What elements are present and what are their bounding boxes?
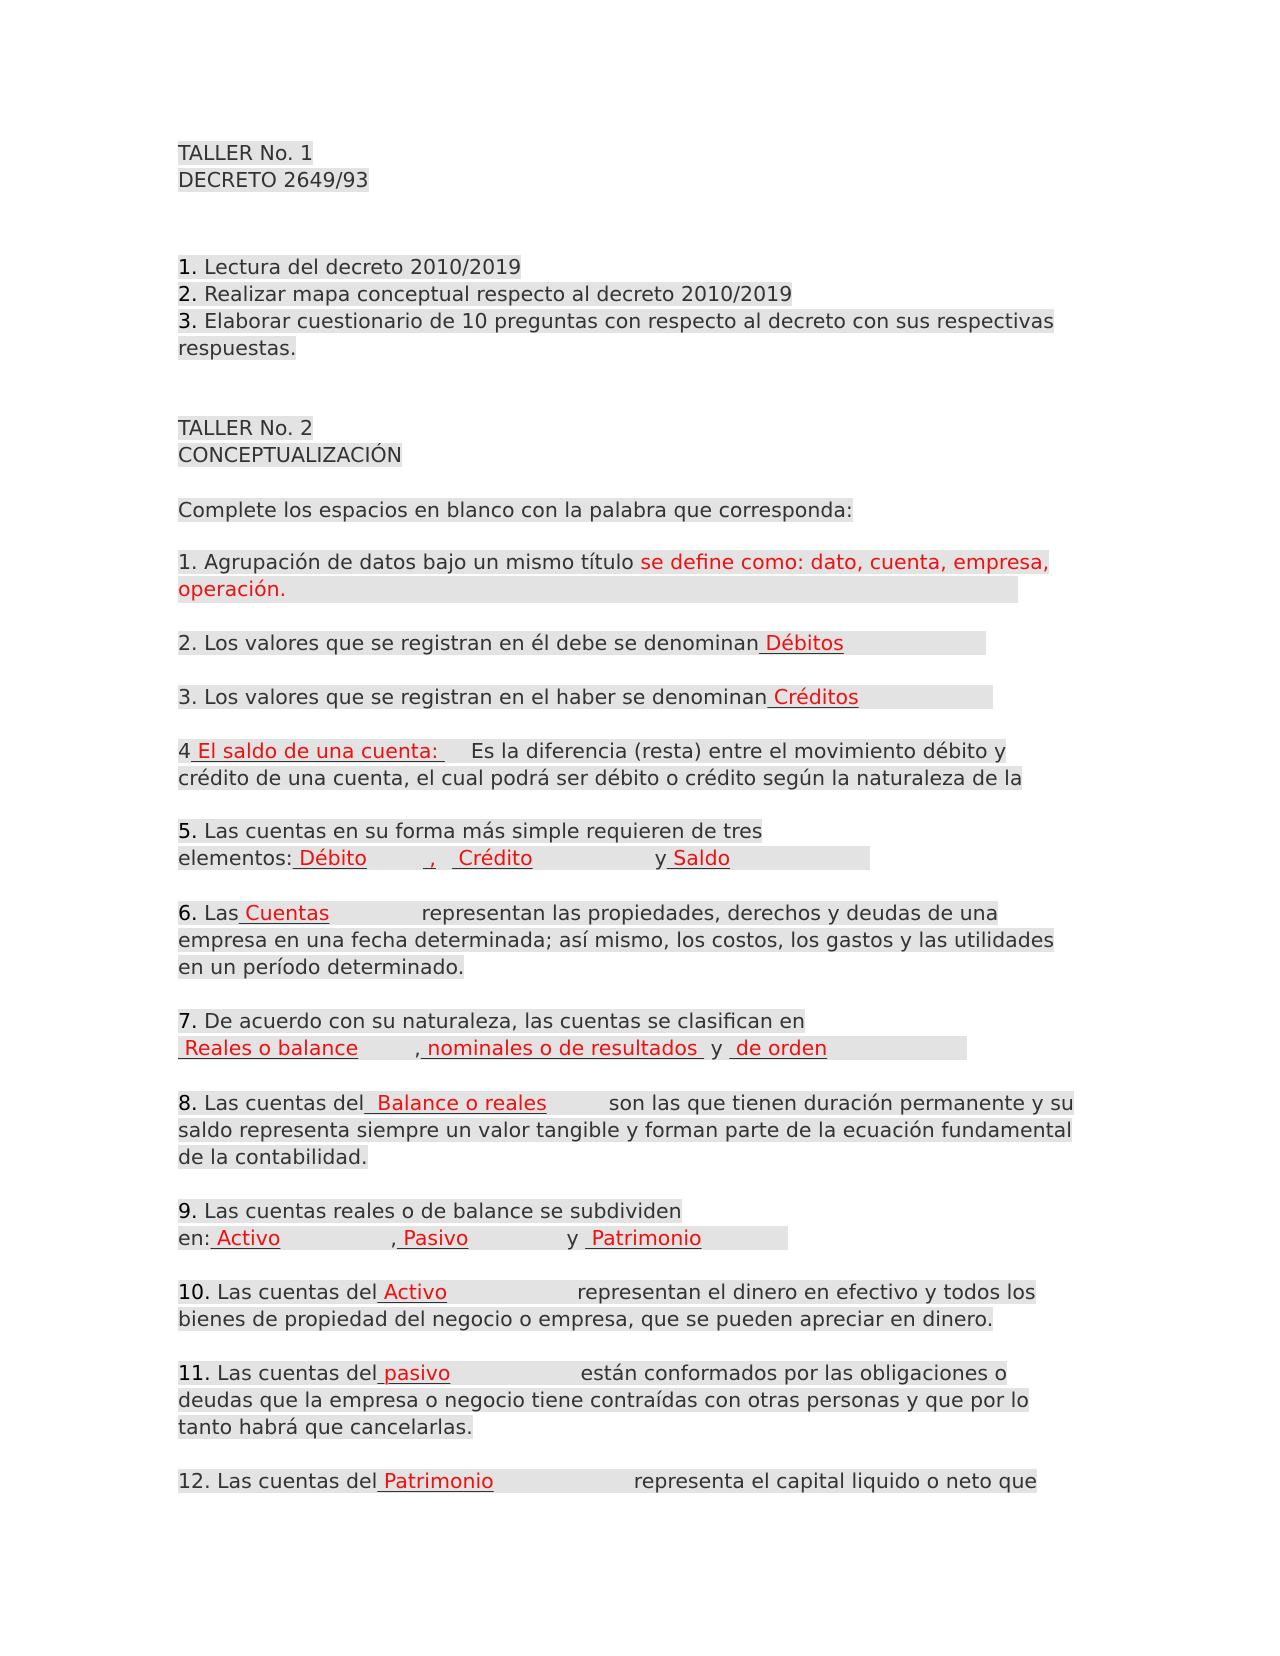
answer: nominales o de resultados [420,1036,705,1060]
question-9: 9. Las cuentas reales o de balance se subdividen en: Activo , Pasivo y Patrimonio [178,1198,788,1252]
taller2-subtitle: CONCEPTUALIZACIÓN [178,443,402,467]
answer: de orden [729,1036,828,1060]
answer: Cuentas [238,901,330,925]
list-item: 3. Elaborar cuestionario de 10 preguntas con respecto al decreto con sus respectivas [178,309,1054,333]
answer: se define como: dato, cuenta, empresa, [640,550,1050,574]
answer: Débito [292,846,367,870]
answer: Pasivo [396,1226,469,1250]
answer: operación. [178,577,287,601]
answer: Activo [210,1226,281,1250]
taller1-list [178,254,1054,362]
taller2-header [178,415,402,469]
answer: Patrimonio [585,1226,702,1250]
list-item: 1. Lectura del decreto 2010/2019 [178,255,522,279]
answer: El saldo de una cuenta: [191,739,445,763]
instructions: Complete los espacios en blanco con la palabra que corresponda: [178,498,853,522]
answer: Saldo [666,846,731,870]
list-item: 2. Realizar mapa conceptual respecto al decreto 2010/2019 [178,282,793,306]
question-11: 11. Las cuentas del pasivo están conformados por las obligaciones o deudas que la empresa o negocio tiene contraídas con otras personas y que por lo tanto habrá que cancelarlas. [178,1361,1029,1439]
taller1-title: TALLER No. 1 [178,141,314,165]
question-8: 8. Las cuentas del Balance o reales son las que tienen duración permanente y su saldo representa siempre un valor tangible y forman parte de la ecuación fundamental de la contabilidad. [178,1091,1074,1169]
question-10: 10. Las cuentas del Activo representan el dinero en efectivo y todos los bienes de propiedad del negocio o empresa, que se pueden apreciar en dinero. [178,1280,1036,1331]
question-12: 12. Las cuentas del Patrimonio representa el capital liquido o neto que [178,1469,1038,1493]
question-3: 3. Los valores que se registran en el haber se denominan Créditos [178,684,993,711]
answer: Balance o reales [364,1091,547,1115]
answer: Activo [377,1280,448,1304]
question-4: 4 El saldo de una cuenta: Es la diferencia (resta) entre el movimiento débito y crédito de una cuenta, el cual podrá ser débito o crédito según la naturaleza de la [178,739,1023,790]
answer: pasivo [377,1361,451,1385]
question-1: 1. Agrupación de datos bajo un mismo título se define como: dato, cuenta, empresa, operación. [178,550,1050,601]
question-2: 2. Los valores que se registran en él debe se denominan Débitos [178,630,986,657]
answer: Débitos [758,631,844,655]
taller1-subtitle: DECRETO 2649/93 [178,168,369,192]
answer: Patrimonio [377,1469,494,1493]
question-6: 6. Las Cuentas representan las propiedades, derechos y deudas de una empresa en una fecha determinada; así mismo, los costos, los gastos y las utilidades en un período determinado. [178,901,1054,979]
list-item: respuestas. [178,336,297,360]
question-7: 7. De acuerdo con su naturaleza, las cuentas se clasifican en Reales o balance , nominales o de resultados y de orden [178,1008,967,1062]
question-5: 5. Las cuentas en su forma más simple requieren de tres elementos: Débito , Crédito y Saldo [178,818,870,872]
answer: Crédito [451,846,533,870]
taller1-header [178,140,369,194]
answer: Reales o balance [178,1036,359,1060]
taller2-title: TALLER No. 2 [178,416,314,440]
answer: Créditos [767,685,859,709]
